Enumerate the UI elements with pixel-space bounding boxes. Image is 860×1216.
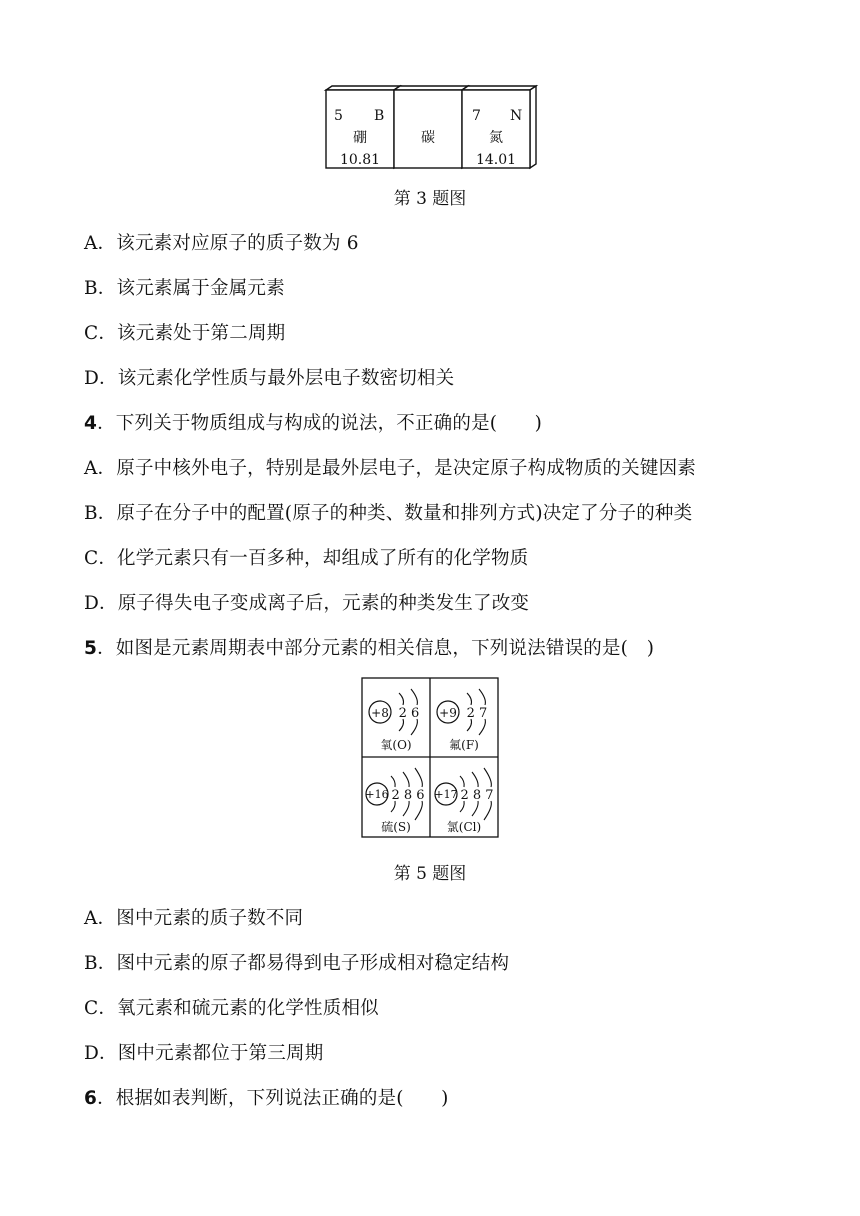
electron-shells: 2 8 7 xyxy=(460,788,494,803)
tile-mass: 14.01 xyxy=(475,152,517,168)
tile-name: 氮 xyxy=(489,130,503,146)
tile-symbol: N xyxy=(510,108,523,124)
q3-option-d: D．该元素化学性质与最外层电子数密切相关 xyxy=(84,368,455,389)
tile-mass: 10.81 xyxy=(339,152,381,168)
element-label: 硫(S) xyxy=(381,820,411,834)
q4-option-c: C．化学元素只有一百多种，却组成了所有的化学物质 xyxy=(84,548,529,569)
tile-name: 硼 xyxy=(353,130,367,146)
nucleus-charge: +8 xyxy=(371,706,389,720)
q5-option-b: B．图中元素的原子都易得到电子形成相对稳定结构 xyxy=(84,953,510,974)
element-label: 氯(Cl) xyxy=(446,820,482,834)
tile-name: 碳 xyxy=(421,130,435,146)
nucleus-charge: +16 xyxy=(365,788,389,801)
q4-option-d: D．原子得失电子变成离子后，元素的种类发生了改变 xyxy=(84,593,530,614)
tile-number: 7 xyxy=(472,108,481,124)
nucleus-charge: +9 xyxy=(439,706,457,720)
tile-symbol: B xyxy=(374,108,385,124)
q5-option-d: D．图中元素都位于第三周期 xyxy=(84,1043,324,1064)
q6-number: 6 xyxy=(84,1088,98,1109)
q4-option-a: A．原子中核外电子，特别是最外层电子，是决定原子构成物质的关键因素 xyxy=(84,458,696,479)
q6-stem: 6．根据如表判断，下列说法正确的是( ) xyxy=(84,1088,449,1109)
q3-option-a: A．该元素对应原子的质子数为 6 xyxy=(84,233,359,254)
element-label: 氧(O) xyxy=(380,738,412,752)
electron-shells: 2 8 6 xyxy=(391,788,425,803)
q5-stem: 5．如图是元素周期表中部分元素的相关信息，下列说法错误的是( ) xyxy=(84,638,655,659)
atom-sulfur xyxy=(365,768,424,834)
q5-number: 5 xyxy=(84,638,98,659)
fig5-atom-diagrams xyxy=(361,677,501,839)
nucleus-charge: +17 xyxy=(434,788,458,801)
q4-stem: 4．下列关于物质组成与构成的说法，不正确的是( ) xyxy=(84,413,543,434)
atom-oxygen xyxy=(369,689,419,752)
tile-number: 5 xyxy=(334,108,343,124)
atom-fluorine xyxy=(437,689,487,752)
q4-option-b: B．原子在分子中的配置(原子的种类、数量和排列方式)决定了分子的种类 xyxy=(84,503,693,524)
q3-option-b: B．该元素属于金属元素 xyxy=(84,278,285,299)
fig3-caption: 第 3 题图 xyxy=(393,189,467,209)
fig3-element-tiles xyxy=(318,84,544,174)
electron-shells: 2 7 xyxy=(466,706,488,721)
q3-option-c: C．该元素处于第二周期 xyxy=(84,323,286,344)
q5-option-a: A．图中元素的质子数不同 xyxy=(84,908,304,929)
q5-option-c: C．氧元素和硫元素的化学性质相似 xyxy=(84,998,379,1019)
q4-number: 4 xyxy=(84,413,98,434)
tile-carbon xyxy=(421,130,435,146)
fig5-caption: 第 5 题图 xyxy=(393,864,467,884)
atom-chlorine xyxy=(434,768,493,834)
electron-shells: 2 6 xyxy=(398,706,420,721)
element-label: 氟(F) xyxy=(449,738,479,752)
